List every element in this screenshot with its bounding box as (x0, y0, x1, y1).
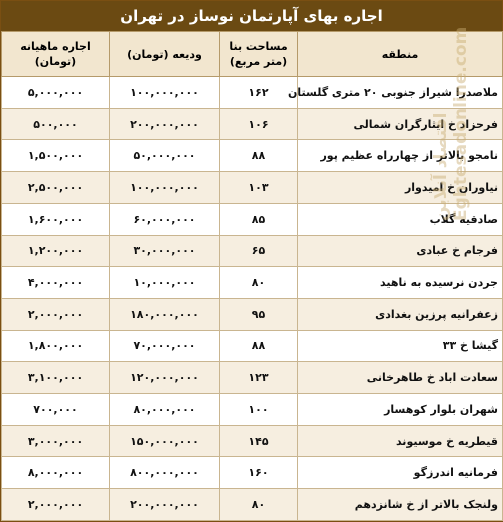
cell-deposit: ۳۰,۰۰۰,۰۰۰ (110, 235, 220, 267)
header-rent-line2: (تومان) (34, 55, 77, 68)
cell-deposit: ۱۰۰,۰۰۰,۰۰۰ (110, 77, 220, 109)
cell-area: ۸۸ (220, 330, 298, 362)
cell-deposit: ۱۰۰,۰۰۰,۰۰۰ (110, 172, 220, 204)
cell-area: ۸۸ (220, 140, 298, 172)
table-row (2, 267, 503, 299)
table-row (2, 457, 503, 489)
cell-area: ۱۰۰ (220, 394, 298, 426)
cell-region: نامجو بالاتر از چهارراه عظیم پور (298, 140, 503, 172)
table-header-row (2, 32, 503, 77)
cell-region: فرجام خ عبادی (298, 235, 503, 267)
cell-deposit: ۱۰,۰۰۰,۰۰۰ (110, 267, 220, 299)
cell-area: ۶۵ (220, 235, 298, 267)
cell-rent: ۲,۵۰۰,۰۰۰ (2, 172, 110, 204)
table-row (2, 77, 503, 109)
header-area-line1: مساحت بنا (229, 40, 288, 53)
cell-region: زعفرانیه پرزین بغدادی (298, 298, 503, 330)
watermark-line2: Eghtesadonline.com (451, 26, 471, 221)
cell-rent: ۱,۲۰۰,۰۰۰ (2, 235, 110, 267)
header-area-line2: (متر مربع) (229, 55, 288, 68)
page-title: اجاره بهای آپارتمان نوساز در تهران (1, 1, 502, 31)
table-row (2, 235, 503, 267)
cell-deposit: ۶۰,۰۰۰,۰۰۰ (110, 203, 220, 235)
cell-area: ۸۵ (220, 203, 298, 235)
table-row (2, 330, 503, 362)
header-rent (2, 32, 110, 77)
cell-rent: ۲,۰۰۰,۰۰۰ (2, 489, 110, 521)
cell-region: گیشا خ ۳۳ (298, 330, 503, 362)
table-row (2, 203, 503, 235)
cell-region: قیطریه خ موسیوند (298, 425, 503, 457)
table-row (2, 362, 503, 394)
cell-deposit: ۸۰۰,۰۰۰,۰۰۰ (110, 457, 220, 489)
cell-area: ۸۰ (220, 489, 298, 521)
cell-deposit: ۷۰,۰۰۰,۰۰۰ (110, 330, 220, 362)
cell-deposit: ۱۵۰,۰۰۰,۰۰۰ (110, 425, 220, 457)
table-row (2, 140, 503, 172)
cell-region: ملاصدرا شیراز جنوبی ۲۰ متری گلستان (298, 77, 503, 109)
cell-rent: ۵,۰۰۰,۰۰۰ (2, 77, 110, 109)
cell-region: نیاوران خ امیدوار (298, 172, 503, 204)
cell-area: ۱۶۰ (220, 457, 298, 489)
cell-rent: ۱,۵۰۰,۰۰۰ (2, 140, 110, 172)
cell-region: جردن نرسیده به ناهید (298, 267, 503, 299)
cell-rent: ۳,۱۰۰,۰۰۰ (2, 362, 110, 394)
cell-deposit: ۲۰۰,۰۰۰,۰۰۰ (110, 108, 220, 140)
cell-area: ۸۰ (220, 267, 298, 299)
table-row (2, 108, 503, 140)
cell-rent: ۵۰۰,۰۰۰ (2, 108, 110, 140)
cell-area: ۱۶۲ (220, 77, 298, 109)
cell-area: ۱۴۵ (220, 425, 298, 457)
cell-rent: ۲,۰۰۰,۰۰۰ (2, 298, 110, 330)
cell-rent: ۴,۰۰۰,۰۰۰ (2, 267, 110, 299)
table-row (2, 172, 503, 204)
table-row (2, 394, 503, 426)
cell-region: فرحزاد خ ایثارگران شمالی (298, 108, 503, 140)
rent-table (1, 31, 503, 521)
cell-region: ولنجک بالاتر از خ شانزدهم (298, 489, 503, 521)
cell-rent: ۱,۶۰۰,۰۰۰ (2, 203, 110, 235)
cell-deposit: ۱۸۰,۰۰۰,۰۰۰ (110, 298, 220, 330)
header-deposit: ودیعه (تومان) (110, 32, 220, 77)
cell-deposit: ۲۰۰,۰۰۰,۰۰۰ (110, 489, 220, 521)
table-row (2, 298, 503, 330)
cell-rent: ۸,۰۰۰,۰۰۰ (2, 457, 110, 489)
cell-rent: ۷۰۰,۰۰۰ (2, 394, 110, 426)
cell-deposit: ۸۰,۰۰۰,۰۰۰ (110, 394, 220, 426)
cell-region: فرمانیه اندرزگو (298, 457, 503, 489)
watermark-line1: اقتصاد آنلاین (431, 112, 451, 221)
cell-rent: ۱,۸۰۰,۰۰۰ (2, 330, 110, 362)
table-row (2, 425, 503, 457)
table-body (2, 77, 503, 521)
cell-area: ۱۲۳ (220, 362, 298, 394)
cell-area: ۹۵ (220, 298, 298, 330)
header-rent-line1: اجاره ماهیانه (20, 40, 91, 53)
cell-region: صادقیه گلاب (298, 203, 503, 235)
cell-deposit: ۱۲۰,۰۰۰,۰۰۰ (110, 362, 220, 394)
table-row (2, 489, 503, 521)
cell-area: ۱۰۶ (220, 108, 298, 140)
header-region: منطقه (298, 32, 503, 77)
cell-region: سعادت اباد خ طاهرخانی (298, 362, 503, 394)
cell-deposit: ۵۰,۰۰۰,۰۰۰ (110, 140, 220, 172)
header-area (220, 32, 298, 77)
cell-region: شهران بلوار کوهسار (298, 394, 503, 426)
cell-area: ۱۰۳ (220, 172, 298, 204)
cell-rent: ۳,۰۰۰,۰۰۰ (2, 425, 110, 457)
